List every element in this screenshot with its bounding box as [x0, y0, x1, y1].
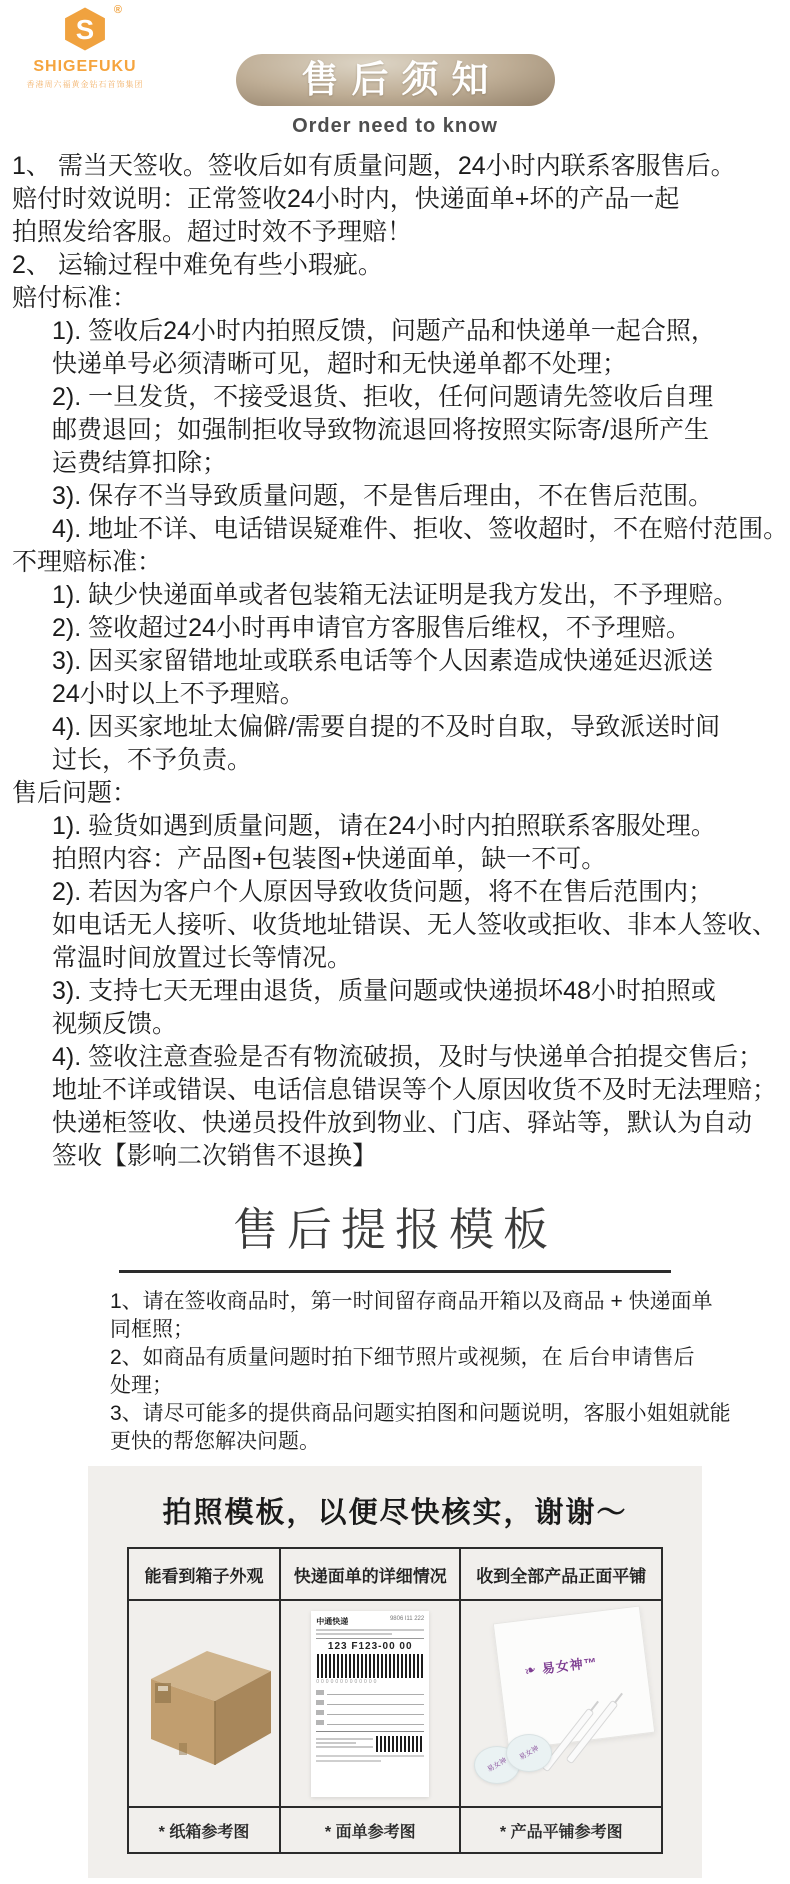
notice-line: 过长，不予负责。: [52, 746, 253, 774]
butterfly-logo-icon: ❧: [521, 1659, 541, 1680]
instruction-line: 同框照；: [110, 1318, 194, 1341]
notice-line: 3). 保存不当导致质量问题，不是售后理由，不在售后范围。: [52, 482, 714, 510]
caption-waybill: * 面单参考图: [280, 1807, 460, 1853]
notice-line: 4). 地址不详、电话错误疑难件、拒收、签收超时，不在赔付范围。: [52, 515, 789, 543]
notice-line: 3). 因买家留错地址或联系电话等个人因素造成快递延迟派送: [52, 647, 714, 675]
header-products-flat: 收到全部产品正面平铺: [460, 1548, 662, 1600]
product-flatlay-icon: [466, 1608, 656, 1800]
product-photo-cell: [460, 1600, 662, 1807]
instruction-line: 处理；: [110, 1374, 173, 1397]
svg-text:S: S: [75, 13, 95, 45]
table-header-row: [128, 1548, 662, 1600]
notice-line: 2). 签收超过24小时再申请官方客服售后维权，不予理赔。: [52, 614, 691, 642]
notice-line: 不理赔标准：: [12, 548, 163, 576]
waybill-barcode-icon: [317, 1654, 423, 1678]
hexagon-s-logo-icon: [62, 13, 108, 56]
notice-line: 快递柜签收、快递员投件放到物业、门店、驿站等，默认为自动: [52, 1109, 753, 1137]
notice-line: 1). 验货如遇到质量问题，请在24小时内拍照联系客服处理。: [52, 812, 716, 840]
waybill-address-bar: [316, 1629, 424, 1631]
caption-carton: * 纸箱参考图: [128, 1807, 280, 1853]
notice-line: 运费结算扣除；: [52, 449, 228, 477]
notice-line: 如电话无人接听、收货地址错误、无人签收或拒收、非本人签收、: [52, 911, 778, 939]
notice-line: 24小时以上不予理赔。: [52, 680, 305, 708]
waybill-address-bar: [316, 1633, 392, 1635]
notice-line: 拍照发给客服。超过时效不予理赔！: [12, 218, 413, 246]
section-heading: 售后提报模板: [232, 1204, 557, 1255]
carton-box-icon: [129, 1639, 279, 1769]
header-box-exterior: 能看到箱子外观: [128, 1548, 280, 1600]
registered-trademark-icon: ®: [113, 4, 122, 16]
notice-line: 视频反馈。: [52, 1010, 178, 1038]
product-brand: ❧ 易女神™: [521, 1654, 599, 1680]
notice-line: 赔付时效说明：正常签收24小时内，快递面单+坏的产品一起: [12, 185, 680, 213]
table-image-row: [128, 1600, 662, 1807]
waybill-label-icon: [311, 1611, 429, 1797]
waybill-small-barcode-icon: [376, 1736, 424, 1752]
instruction-line: 3、请尽可能多的提供商品问题实拍图和问题说明，客服小姐姐就能: [110, 1402, 731, 1425]
header-waybill-detail: 快递面单的详细情况: [280, 1548, 460, 1600]
instruction-line: 1、请在签收商品时，第一时间留存商品开箱以及商品 + 快递面单: [110, 1290, 713, 1313]
notice-line: 邮费退回；如强制拒收导致物流退回将按照实际寄/退所产生: [52, 416, 709, 444]
template-instructions: [0, 1288, 790, 1456]
notice-body: [0, 150, 790, 1173]
brand-tagline: 香港周六福黄金钻石首饰集团: [26, 80, 144, 89]
page-subtitle: Order need to know: [292, 115, 498, 137]
photo-reference-table: [127, 1547, 663, 1854]
caption-product: * 产品平铺参考图: [460, 1807, 662, 1853]
heading-underline: [119, 1270, 671, 1273]
notice-line: 地址不详或错误、电话信息错误等个人原因收货不及时无法理赔；: [52, 1076, 778, 1104]
instruction-line: 更快的帮您解决问题。: [110, 1430, 320, 1453]
notice-line: 签收【影响二次销售不退换】: [52, 1142, 378, 1170]
jar-icon: 易女神: [506, 1734, 552, 1772]
carton-photo-cell: [128, 1600, 280, 1807]
photo-template-panel: [88, 1466, 702, 1878]
notice-line: 常温时间放置过长等情况。: [52, 944, 353, 972]
notice-line: 1). 签收后24小时内拍照反馈，问题产品和快递单一起合照，: [52, 317, 716, 345]
waybill-tracking: 9806 l11 222: [389, 1615, 425, 1622]
notice-line: 4). 签收注意查验是否有物流破损，及时与快递单合拍提交售后；: [52, 1043, 764, 1071]
notice-line: 4). 因买家地址太偏僻/需要自提的不及时自取，导致派送时间: [52, 713, 721, 741]
waybill-digits: 0000000000000: [316, 1678, 379, 1685]
instruction-line: 2、如商品有质量问题时拍下细节照片或视频，在 后台申请售后: [110, 1346, 695, 1369]
waybill-courier: 中通快递: [316, 1616, 349, 1626]
page-title: 售后须知: [236, 54, 555, 106]
notice-line: 1、 需当天签收。签收后如有质量问题，24小时内联系客服售后。: [12, 152, 736, 180]
brand-logo: [10, 6, 160, 90]
notice-line: 3). 支持七天无理由退货，质量问题或快递损坏48小时拍照或: [52, 977, 716, 1005]
notice-line: 2、 运输过程中难免有些小瑕疵。: [12, 251, 383, 279]
brand-name: SHIGEFUKU: [33, 58, 137, 75]
notice-line: 2). 若因为客户个人原因导致收货问题，将不在售后范围内；: [52, 878, 714, 906]
notice-line: 2). 一旦发货，不接受退货、拒收，任何问题请先签收后自理: [52, 383, 714, 411]
waybill-sort-code: 123 F123-00 00: [316, 1638, 424, 1652]
notice-line: 拍照内容：产品图+包装图+快递面单，缺一不可。: [52, 845, 607, 873]
notice-line: 1). 缺少快递面单或者包装箱无法证明是我方发出，不予理赔。: [52, 581, 739, 609]
waybill-photo-cell: [280, 1600, 460, 1807]
table-caption-row: [128, 1807, 662, 1853]
notice-line: 售后问题：: [12, 779, 138, 807]
notice-line: 赔付标准：: [12, 284, 138, 312]
panel-title: 拍照模板，以便尽快核实，谢谢～: [162, 1497, 628, 1529]
notice-line: 快递单号必须清晰可见，超时和无快递单都不处理；: [52, 350, 628, 378]
jar-icon: 易女神: [474, 1746, 520, 1784]
